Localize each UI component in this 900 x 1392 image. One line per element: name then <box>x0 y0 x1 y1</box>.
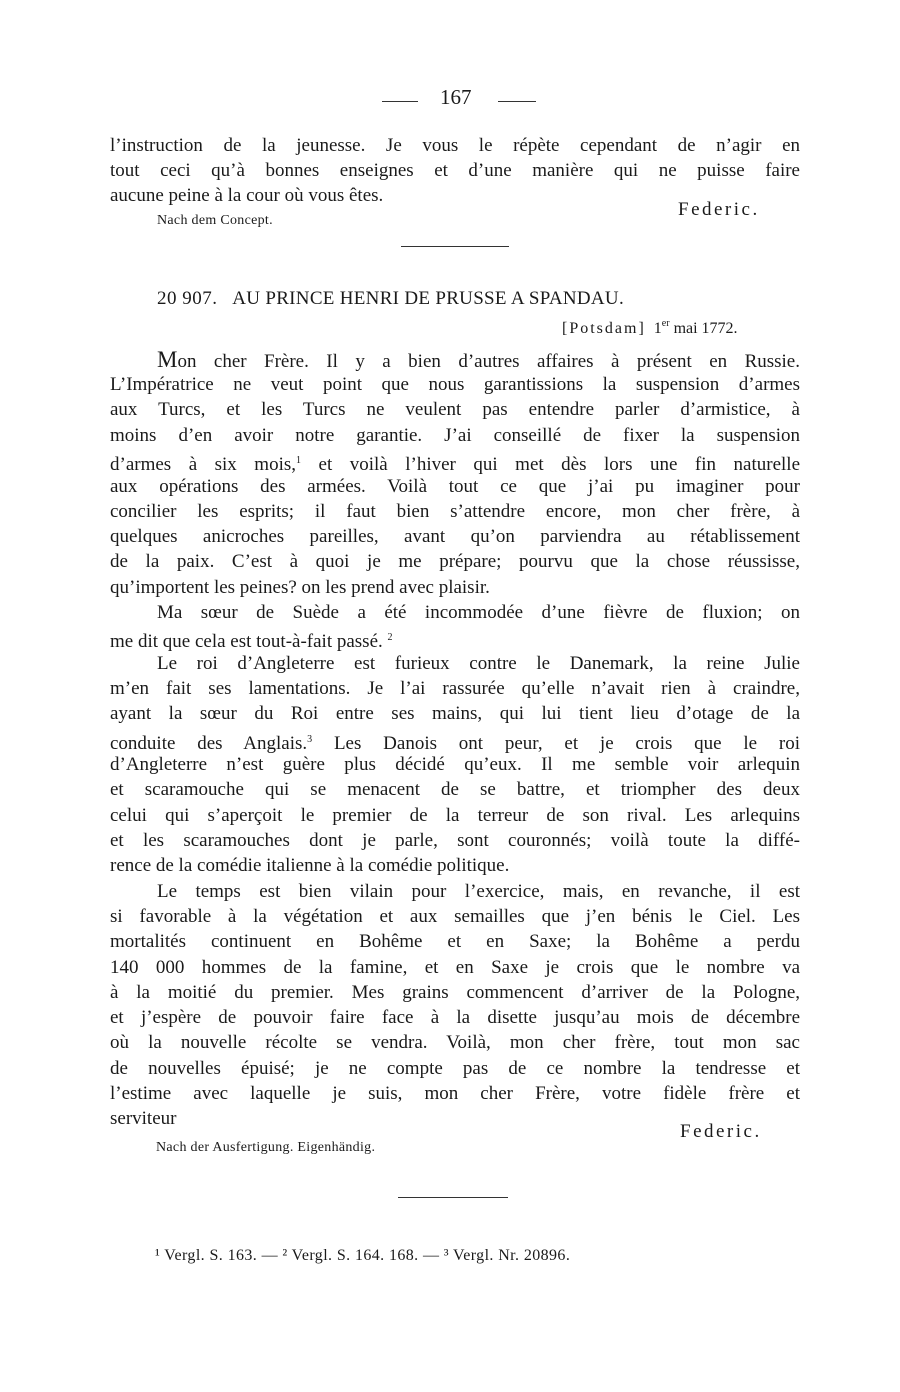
text-line: tout ceci qu’à bonnes enseignes et d’une manière qui ne puisse faire <box>110 160 800 181</box>
footnote-mark: 2 <box>387 632 393 643</box>
text-line: qu’importent les peines? on les prend avec plaisir. <box>110 577 490 598</box>
text-line: mortalités continuent en Bohême et en Saxe; la Bohême a perdu <box>110 931 800 952</box>
footnote-mark: 1 <box>296 455 302 466</box>
text-line: Le roi d’Angleterre est furieux contre le Danemark, la reine Julie <box>157 653 800 674</box>
section-divider <box>401 246 509 247</box>
text-line: serviteur <box>110 1108 177 1129</box>
header-rule-left <box>382 101 418 102</box>
letter-dateline <box>562 318 738 338</box>
text-line: et j’espère de pouvoir faire face à la disette jusqu’au mois de décembre <box>110 1007 800 1028</box>
text-line: Le temps est bien vilain pour l’exercice, mais, en revanche, il est <box>157 881 800 902</box>
signature: Federic. <box>680 1121 762 1142</box>
text-line: me dit que cela est tout-à-fait passé. $^2$ <box>110 631 393 652</box>
text-line: Ma sœur de Suède a été incommodée d’une fièvre de fluxion; on <box>157 602 800 623</box>
letter-date-sup: er <box>661 318 670 329</box>
text-line: L’Impératrice ne veut point que nous garantissions la suspension d’armes <box>110 374 800 395</box>
text-line: quelques anicroches pareilles, avant qu’on parviendra au rétablissement <box>110 526 800 547</box>
letter-date: mai 1772. <box>673 320 738 337</box>
footnote-mark: 3 <box>307 734 313 745</box>
text-line: celui qui s’aperçoit le premier de la terreur de son rival. Les arlequins <box>110 805 800 826</box>
source-note: Nach der Ausfertigung. Eigenhändig. <box>156 1140 376 1155</box>
text-line: concilier les esprits; il faut bien s’attendre encore, mon cher frère, à <box>110 501 800 522</box>
text-line: aux Turcs, et les Turcs ne veulent pas entendre parler d’armistice, à <box>110 399 800 420</box>
text-line: aux opérations des armées. Voilà tout ce que j’ai pu imaginer pour <box>110 476 800 497</box>
footnotes: ¹ Vergl. S. 163. — ² Vergl. S. 164. 168. — ³ Vergl. Nr. 20896. <box>155 1247 571 1264</box>
text-line: de la paix. C’est à quoi je me prépare; pourvu que la chose réussisse, <box>110 551 800 572</box>
text-line: d’armes à six mois,$^1$ et voilà l’hiver qui met dès lors une fin naturelle <box>110 454 800 475</box>
letter-place: [Potsdam] <box>562 320 646 337</box>
text-line: ayant la sœur du Roi entre ses mains, qui lui tient lieu d’otage de la <box>110 703 800 724</box>
text-line: aucune peine à la cour où vous êtes. <box>110 185 384 206</box>
signature: Federic. <box>678 199 760 220</box>
text-line: m’en fait ses lamentations. Je l’ai rassurée qu’elle n’avait rien à craindre, <box>110 678 800 699</box>
letter-date-day: 1 <box>653 320 662 337</box>
page-number: 167 <box>440 85 472 109</box>
text-line: où la nouvelle récolte se vendra. Voilà, mon cher frère, tout mon sac <box>110 1032 800 1053</box>
text-line: rence de la comédie italienne à la comédie politique. <box>110 855 510 876</box>
text-line: de nouvelles épuisé; je ne compte pas de ce nombre la tendresse et <box>110 1058 800 1079</box>
text-line: moins d’en avoir notre garantie. J’ai conseillé de fixer la suspension <box>110 425 800 446</box>
text-line: à la moitié du premier. Mes grains commencent d’arriver de la Pologne, <box>110 982 800 1003</box>
text-line: d’Angleterre n’est guère plus décidé qu’eux. Il me semble voir arlequin <box>110 754 800 775</box>
text-line: l’instruction de la jeunesse. Je vous le répète cependant de n’agir en <box>110 135 800 156</box>
text-line: et les scaramouches dont je parle, sont couronnés; voilà toute la diffé- <box>110 830 800 851</box>
text-line: l’estime avec laquelle je suis, mon cher Frère, votre fidèle frère et <box>110 1083 800 1104</box>
text-line: Mon cher Frère. Il y a bien d’autres affaires à présent en Russie. <box>157 347 800 372</box>
text-line: et scaramouche qui se menacent de se battre, et triompher des deux <box>110 779 800 800</box>
text-line: 140 000 hommes de la famine, et en Saxe je crois que le nombre va <box>110 957 800 978</box>
letter-heading <box>157 288 624 310</box>
text-line: si favorable à la végétation et aux semailles que j’en bénis le Ciel. Les <box>110 906 800 927</box>
text-line: conduite des Anglais.$^3$ Les Danois ont peur, et je crois que le roi <box>110 733 800 754</box>
section-divider <box>398 1197 508 1198</box>
initial-letter: M <box>157 347 178 372</box>
source-note: Nach dem Concept. <box>157 213 273 228</box>
letter-title: AU PRINCE HENRI DE PRUSSE A SPANDAU. <box>232 288 625 309</box>
letter-number: 20 907. <box>157 288 218 309</box>
header-rule-right <box>498 101 536 102</box>
